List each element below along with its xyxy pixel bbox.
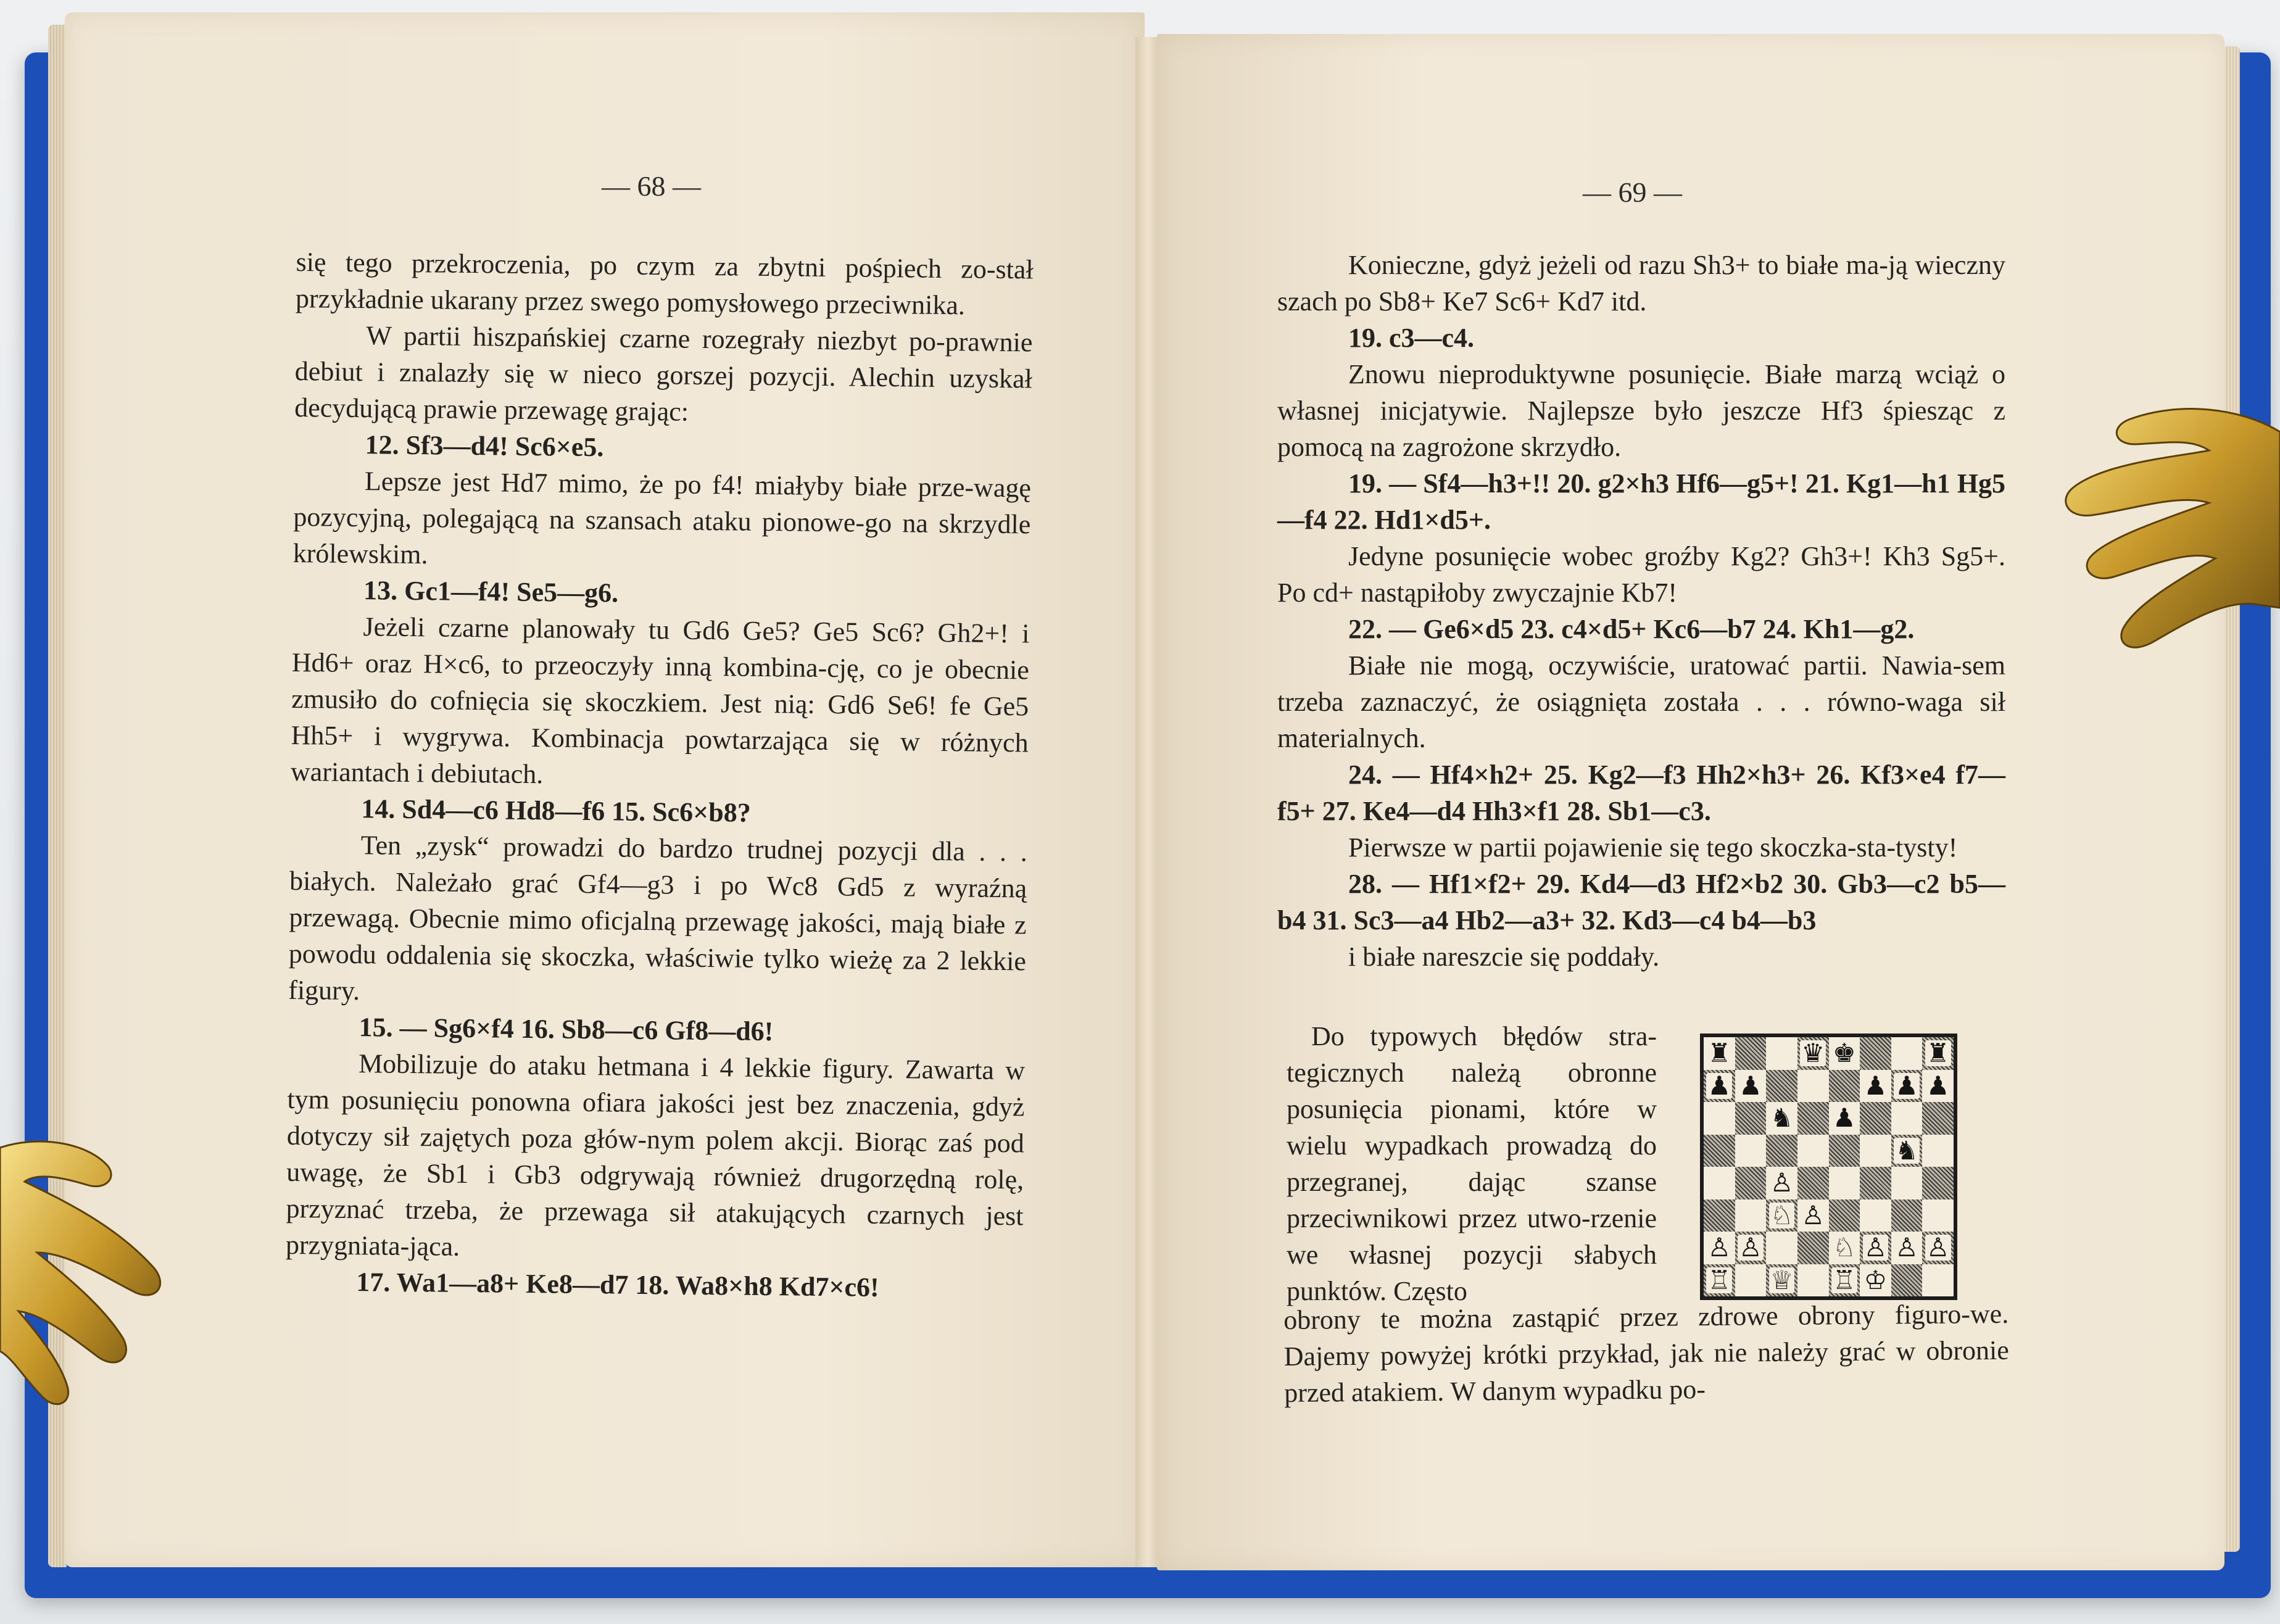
right-paragraph: Konieczne, gdyż jeżeli od razu Sh3+ to białe ma-ją wieczny szach po Sb8+ Ke7 Sc6+ Kd7 itd.: [1277, 250, 2005, 317]
chess-piece-icon: ♙: [1707, 1232, 1731, 1263]
board-square: [1735, 1070, 1767, 1103]
chess-piece-icon: ♙: [1926, 1232, 1950, 1263]
chess-piece-icon: ♞: [1895, 1135, 1918, 1166]
board-square: [1891, 1102, 1923, 1135]
chess-piece-icon: ♕: [1770, 1264, 1794, 1295]
left-move-line: 17. Wa1—a8+ Ke8—d7 18. Wa8×h8 Kd7×c6!: [356, 1267, 879, 1303]
chess-piece-icon: ♖: [1707, 1264, 1731, 1295]
board-square: [1766, 1167, 1797, 1199]
board-square: [1829, 1135, 1860, 1167]
board-square: [1891, 1232, 1923, 1264]
right-paragraph: i białe nareszcie się poddały.: [1348, 942, 1660, 972]
chess-piece-icon: ♟: [1926, 1070, 1950, 1101]
board-square: [1704, 1167, 1735, 1199]
book-gutter: [1135, 37, 1160, 1567]
chess-piece-icon: ♞: [1770, 1103, 1794, 1133]
chess-piece-icon: ♟: [1707, 1070, 1731, 1101]
board-square: [1860, 1232, 1891, 1264]
left-paragraph: Ten „zysk“ prowadzi do bardzo trudnej pozycji dla . . . białych. Należało grać Gf4—g3 i po Wc8 Gd5 z wyraźną przewagą. Obecnie mimo oficjalną przewagę jakości, mają białe z powodu oddalenia się skoczka, właściwie tylko wieżę za 2 lekkie figury.: [288, 830, 1027, 1006]
board-square: [1891, 1037, 1923, 1070]
board-square: [1829, 1102, 1860, 1135]
chess-piece-icon: ♜: [1707, 1038, 1731, 1069]
left-move-line: 14. Sd4—c6 Hd8—f6 15. Sc6×b8?: [361, 793, 752, 828]
board-square: [1891, 1167, 1923, 1199]
board-square: [1891, 1199, 1923, 1232]
board-square: [1766, 1264, 1797, 1297]
board-square: [1704, 1135, 1735, 1167]
board-square: [1766, 1037, 1797, 1070]
board-square: [1735, 1037, 1767, 1070]
wrapped-paragraph: Do typowych błędów stra-tegicznych należą obronne posunięcia pionami, które w wielu wypadkach prowadzą do przegranej, dając szanse przeciwnikowi przez utwo-rzenie we własnej pozycji słabych punktów. Często: [1287, 1021, 1657, 1306]
board-square: [1735, 1135, 1767, 1167]
board-square: [1797, 1264, 1829, 1297]
left-paragraph: W partii hiszpańskiej czarne rozegrały niezbyt po-prawnie debiut i znalazły się w nieco gorszej pozycji. Alechin uzyskał decydującą prawie przewagę grając:: [294, 320, 1033, 427]
board-square: [1922, 1199, 1954, 1232]
right-move-line: 28. — Hf1×f2+ 29. Kd4—d3 Hf2×b2 30. Gb3—c2 b5—b4 31. Sc3—a4 Hb2—a3+ 32. Kd3—c4 b4—b3: [1277, 869, 2005, 935]
board-square: [1704, 1232, 1735, 1264]
board-square: [1829, 1232, 1860, 1264]
board-square: [1922, 1135, 1954, 1167]
board-square: [1797, 1232, 1829, 1264]
brass-hand-weight-right: [2055, 395, 2280, 703]
board-square: [1735, 1264, 1767, 1297]
chess-piece-icon: ♘: [1770, 1199, 1794, 1230]
board-square: [1829, 1070, 1860, 1103]
board-square: [1860, 1037, 1891, 1070]
board-square: [1860, 1070, 1891, 1103]
board-square: [1797, 1102, 1829, 1135]
board-square: [1797, 1135, 1829, 1167]
chess-piece-icon: ♘: [1832, 1232, 1856, 1263]
right-page-number: — 69 —: [1583, 176, 1682, 208]
board-square: [1922, 1232, 1954, 1264]
chess-piece-icon: ♙: [1863, 1232, 1888, 1263]
right-move-line: 24. — Hf4×h2+ 25. Kg2—f3 Hh2×h3+ 26. Kf3×e4 f7—f5+ 27. Ke4—d4 Hh3×f1 28. Sb1—c3.: [1277, 760, 2005, 826]
board-square: [1704, 1199, 1735, 1232]
left-page-text: [285, 244, 1034, 1307]
chess-piece-icon: ♔: [1863, 1264, 1888, 1295]
board-square: [1922, 1102, 1954, 1135]
board-square: [1797, 1199, 1829, 1232]
right-paragraph: Znowu nieproduktywne posunięcie. Białe marzą wciąż o własnej inicjatywie. Najlepsze było jeszcze Hf3 śpiesząc z pomocą na zagrożone skrzydło.: [1277, 359, 2005, 462]
left-paragraph: się tego przekroczenia, po czym za zbytni pośpiech zo-stał przykładnie ukarany przez swego pomysłowego przeciwnika.: [295, 246, 1034, 321]
board-square: [1766, 1199, 1797, 1232]
board-square: [1797, 1037, 1829, 1070]
chess-piece-icon: ♙: [1895, 1232, 1918, 1263]
left-paragraph: Lepsze jest Hd7 mimo, że po f4! miałyby białe prze-wagę pozycyjną, polegającą na szansach ataku pionowe-go na skrzydle królewskim.: [292, 466, 1032, 570]
board-square: [1891, 1135, 1923, 1167]
chess-piece-icon: ♟: [1832, 1103, 1856, 1133]
board-square: [1766, 1102, 1797, 1135]
chess-piece-icon: ♖: [1832, 1264, 1856, 1295]
board-square: [1735, 1232, 1767, 1264]
left-move-line: 13. Gc1—f4! Se5—g6.: [363, 575, 619, 608]
right-paragraph: Jedyne posunięcie wobec groźby Kg2? Gh3+! Kh3 Sg5+. Po cd+ nastąpiłoby zwyczajnie Kb7!: [1277, 541, 2005, 608]
board-square: [1922, 1264, 1954, 1297]
board-square: [1704, 1264, 1735, 1297]
left-page-number: — 68 —: [602, 170, 701, 202]
board-square: [1797, 1167, 1829, 1199]
chess-piece-icon: ♙: [1801, 1199, 1825, 1230]
board-square: [1829, 1199, 1860, 1232]
board-square: [1829, 1037, 1860, 1070]
board-square: [1735, 1102, 1767, 1135]
board-square: [1735, 1167, 1767, 1199]
board-square: [1860, 1135, 1891, 1167]
continuation-paragraph: obrony te można zastąpić przez zdrowe obrony figuro-we. Dajemy powyżej krótki przykład, jak nie należy grać w obronie przed atakiem. W danym wypadku po-: [1283, 1298, 2009, 1408]
chess-piece-icon: ♚: [1832, 1038, 1856, 1069]
board-square: [1766, 1135, 1797, 1167]
left-paragraph: Jeżeli czarne planowały tu Gd6 Ge5? Ge5 Sc6? Gh2+! i Hd6+ oraz H×c6, to przeoczyły inną kombina-cję, co je obecnie zmusiło do cofnięcia się skoczkiem. Jest nią: Gd6 Se6! fe Ge5 Hh5+ i wygrywa. Kombinacja powtarzająca się w różnych wariantach i debiutach.: [290, 611, 1030, 790]
board-square: [1860, 1102, 1891, 1135]
board-square: [1735, 1199, 1767, 1232]
board-square: [1704, 1102, 1735, 1135]
right-page-text: [1277, 247, 2005, 975]
board-square: [1922, 1037, 1954, 1070]
board-square: [1860, 1199, 1891, 1232]
right-move-line: 19. c3—c4.: [1348, 323, 1475, 353]
board-square: [1797, 1070, 1829, 1103]
chess-piece-icon: ♟: [1895, 1070, 1918, 1101]
board-square: [1922, 1167, 1954, 1199]
board-square: [1829, 1264, 1860, 1297]
left-move-line: 12. Sf3—d4! Sc6×e5.: [365, 429, 604, 463]
board-square: [1766, 1070, 1797, 1103]
board-square: [1891, 1264, 1923, 1297]
board-square: [1860, 1264, 1891, 1297]
chess-piece-icon: ♜: [1926, 1038, 1950, 1069]
left-paragraph: Mobilizuje do ataku hetmana i 4 lekkie figury. Zawarta w tym posunięciu ponowna ofiara jakości jest bez znaczenia, gdyż dotyczy sił zajętych poza głów-nym polem akcji. Biorąc zaś pod uwagę, że Sb1 i Gb3 odgrywają również drugorzędną rolę, przyznać trzeba, że przewaga sił atakujących czarnych jest przygniata-jąca.: [285, 1048, 1026, 1262]
board-square: [1766, 1232, 1797, 1264]
chess-piece-icon: ♟: [1739, 1070, 1762, 1101]
brass-hand-weight-left: [0, 1098, 179, 1444]
right-paragraph: Białe nie mogą, oczywiście, uratować partii. Nawia-sem trzeba zaznaczyć, że osiągnięta została . . . równo-waga sił materialnych.: [1277, 650, 2005, 753]
right-move-line: 19. — Sf4—h3+!! 20. g2×h3 Hf6—g5+! 21. Kg1—h1 Hg5—f4 22. Hd1×d5+.: [1277, 468, 2005, 535]
board-square: [1829, 1167, 1860, 1199]
right-move-line: 22. — Ge6×d5 23. c4×d5+ Kc6—b7 24. Kh1—g2.: [1348, 614, 1915, 644]
board-square: [1704, 1037, 1735, 1070]
board-square: [1891, 1070, 1923, 1103]
board-square: [1922, 1070, 1954, 1103]
chess-diagram: [1700, 1034, 1957, 1300]
chess-piece-icon: ♛: [1801, 1038, 1825, 1069]
right-paragraph: Pierwsze w partii pojawienie się tego skoczka-sta-tysty!: [1348, 832, 1958, 863]
left-move-line: 15. — Sg6×f4 16. Sb8—c6 Gf8—d6!: [359, 1012, 774, 1047]
chess-piece-icon: ♙: [1739, 1232, 1762, 1263]
board-square: [1704, 1070, 1735, 1103]
chess-piece-icon: ♙: [1770, 1167, 1794, 1198]
board-square: [1860, 1167, 1891, 1199]
chess-piece-icon: ♟: [1863, 1070, 1888, 1101]
